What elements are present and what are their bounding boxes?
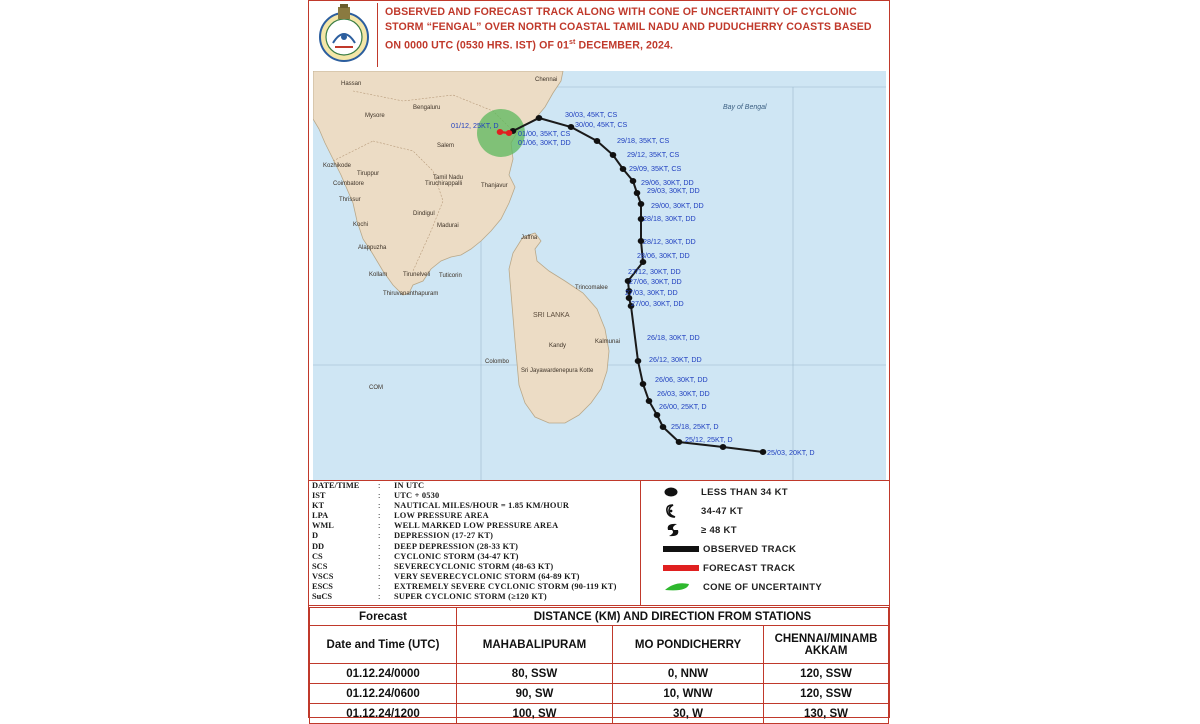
track-point-label: 30/03, 45KT, CS <box>565 110 618 119</box>
track-point <box>610 152 617 158</box>
place-label: Kozhikode <box>323 163 352 169</box>
place-label: Kandy <box>549 343 567 349</box>
place-label: Kollam <box>369 272 388 278</box>
cell-station-2: 30, W <box>613 704 764 724</box>
table-row <box>310 704 889 724</box>
bulletin-header <box>309 1 889 70</box>
imd-emblem-logo <box>311 3 378 67</box>
track-point <box>638 201 645 207</box>
track-point <box>635 358 642 364</box>
track-point <box>634 190 641 196</box>
observed-track-swatch <box>663 544 703 554</box>
track-point-label: 26/18, 30KT, DD <box>647 333 700 342</box>
place-label: Coimbatore <box>333 181 365 187</box>
track-point-label: 29/18, 35KT, CS <box>617 136 670 145</box>
header-datetime: Date and Time (UTC) <box>310 626 457 664</box>
abbreviation-row <box>312 542 642 552</box>
place-label: Tiruchirappalli <box>425 181 463 187</box>
cell-station-3: 130, SW <box>764 704 889 724</box>
track-point <box>536 115 543 121</box>
distance-table <box>309 607 889 724</box>
bulletin-title <box>385 5 885 54</box>
track-point-label: 01/06, 30KT, DD <box>518 138 571 147</box>
abbreviation-row <box>312 552 642 562</box>
track-point-label: 30/00, 45KT, CS <box>575 120 628 129</box>
legend-less-34: LESS THAN 34 KT <box>663 483 788 501</box>
legend-cone: CONE OF UNCERTAINTY <box>663 578 822 596</box>
track-point <box>640 381 647 387</box>
cyclone-symbol-icon <box>663 503 701 519</box>
place-label: Thanjavur <box>481 183 508 189</box>
place-label: Colombo <box>485 359 510 365</box>
track-point <box>720 444 727 450</box>
cell-station-3: 120, SSW <box>764 684 889 704</box>
track-point <box>646 398 653 404</box>
abbreviation-key: VSCS <box>312 571 334 581</box>
track-point <box>630 178 637 184</box>
cell-datetime: 01.12.24/0000 <box>310 664 457 684</box>
track-point <box>594 138 601 144</box>
abbreviation-value: VERY SEVERECYCLONIC STORM (64-89 KT) <box>394 571 580 581</box>
abbreviation-row <box>312 582 642 592</box>
track-point-label: 29/06, 30KT, DD <box>641 178 694 187</box>
abbreviation-key: DD <box>312 541 325 551</box>
abbreviation-key: KT <box>312 501 325 511</box>
header-station-1: MAHABALIPURAM <box>457 626 613 664</box>
abbreviation-value: SUPER CYCLONIC STORM (≥120 KT) <box>394 592 547 602</box>
abbreviation-value: EXTREMELY SEVERE CYCLONIC STORM (90-119 KT) <box>394 581 617 591</box>
place-label: COM <box>369 385 383 391</box>
header-forecast: Forecast <box>310 608 457 626</box>
abbreviation-separator: : <box>378 592 381 602</box>
track-point-label: 26/12, 30KT, DD <box>649 355 702 364</box>
abbreviation-separator: : <box>378 521 381 531</box>
legend-forecast-track: FORECAST TRACK <box>663 559 795 577</box>
track-point-label: 25/12, 25KT, D <box>685 435 733 444</box>
abbreviation-row <box>312 491 642 501</box>
table-header-row-2 <box>310 626 889 664</box>
track-point-label: 27/06, 30KT, DD <box>629 277 682 286</box>
abbreviation-key: IST <box>312 491 326 501</box>
track-point-label: 29/12, 35KT, CS <box>627 150 680 159</box>
abbreviation-separator: : <box>378 581 381 591</box>
track-point-label: 27/00, 30KT, DD <box>631 299 684 308</box>
place-label: Dindigul <box>413 211 435 217</box>
abbreviation-separator: : <box>378 531 381 541</box>
legend-34-47: 34-47 KT <box>663 502 743 520</box>
sea-label: Bay of Bengal <box>723 104 767 111</box>
abbreviation-key: DATE/TIME <box>312 481 360 490</box>
legend-ge-48: ≥ 48 KT <box>663 521 737 539</box>
abbreviation-key: SCS <box>312 561 328 571</box>
track-point <box>620 166 627 172</box>
place-label: Sri Jayawardenepura Kotte <box>521 368 594 374</box>
severe-cyclone-symbol-icon <box>663 522 701 538</box>
cell-datetime: 01.12.24/0600 <box>310 684 457 704</box>
table-row <box>310 664 889 684</box>
track-point-label: 25/18, 25KT, D <box>671 422 719 431</box>
place-label: Tuticorin <box>439 273 462 279</box>
header-distance: DISTANCE (KM) AND DIRECTION FROM STATIONS <box>457 608 889 626</box>
place-label: Kalmunai <box>595 339 621 345</box>
abbreviation-row <box>312 521 642 531</box>
place-label: Thiruvananthapuram <box>383 291 439 297</box>
forecast-track-swatch <box>663 563 703 573</box>
place-label: Bengaluru <box>413 105 441 111</box>
place-label: Mysore <box>365 113 385 119</box>
title-line-1: OBSERVED AND FORECAST TRACK ALONG WITH CONE OF UNCERTAINITY OF CYCLONIC <box>385 6 857 18</box>
place-label: Tirunelveli <box>403 272 431 278</box>
place-label: Salem <box>437 143 455 149</box>
abbreviation-value: LOW PRESSURE AREA <box>394 511 489 521</box>
track-point-label: 26/06, 30KT, DD <box>655 375 708 384</box>
title-line-3: ON 0000 UTC (0530 HRS. IST) OF 01st DECEMBER, 2024. <box>385 39 674 52</box>
symbol-legend <box>640 481 889 605</box>
abbreviation-row <box>312 481 642 491</box>
legend-observed-track: OBSERVED TRACK <box>663 540 796 558</box>
track-point-label: 27/12, 30KT, DD <box>628 267 681 276</box>
abbreviation-key: CS <box>312 551 323 561</box>
abbreviation-row <box>312 531 642 541</box>
abbreviation-value: UTC + 0530 <box>394 491 440 501</box>
cell-station-1: 90, SW <box>457 684 613 704</box>
abbreviation-key: LPA <box>312 511 329 521</box>
abbreviation-separator: : <box>378 551 381 561</box>
cell-station-2: 0, NNW <box>613 664 764 684</box>
abbreviation-value: DEEP DEPRESSION (28-33 KT) <box>394 541 519 551</box>
table-row <box>310 684 889 704</box>
abbreviation-key: ESCS <box>312 581 333 591</box>
abbreviation-row <box>312 592 642 602</box>
cell-station-3: 120, SSW <box>764 664 889 684</box>
track-point <box>660 424 667 430</box>
track-point-label: 25/03, 20KT, D <box>767 448 815 457</box>
abbreviation-separator: : <box>378 561 381 571</box>
cell-station-1: 100, SW <box>457 704 613 724</box>
track-point-label: 28/06, 30KT, DD <box>637 251 690 260</box>
track-point-label: 29/09, 35KT, CS <box>629 164 682 173</box>
track-point-label: 28/18, 30KT, DD <box>643 214 696 223</box>
table-header-row-1 <box>310 608 889 626</box>
track-point <box>676 439 683 445</box>
cyclone-track-map <box>313 71 886 480</box>
abbreviation-key: D <box>312 531 319 541</box>
abbreviation-value: CYCLONIC STORM (34-47 KT) <box>394 551 519 561</box>
track-point <box>506 130 513 136</box>
cell-station-2: 10, WNW <box>613 684 764 704</box>
cell-datetime: 01.12.24/1200 <box>310 704 457 724</box>
abbreviation-value: SEVERECYCLONIC STORM (48-63 KT) <box>394 561 554 571</box>
track-point-label: 27/03, 30KT, DD <box>625 288 678 297</box>
abbreviation-key: WML <box>312 521 334 531</box>
abbreviation-value: DEPRESSION (17-27 KT) <box>394 531 494 541</box>
cell-station-1: 80, SSW <box>457 664 613 684</box>
header-station-3: CHENNAI/MINAMB AKKAM <box>764 626 889 664</box>
track-point-label: 01/00, 35KT, CS <box>518 129 571 138</box>
track-point-label: 26/03, 30KT, DD <box>657 389 710 398</box>
track-point <box>760 449 767 455</box>
filled-dot-icon <box>663 486 701 498</box>
place-label: Hassan <box>341 81 362 87</box>
cone-swatch-icon <box>663 581 703 593</box>
place-label: Madurai <box>437 223 459 229</box>
divider-bottom <box>309 605 889 606</box>
track-point-label: 28/12, 30KT, DD <box>643 237 696 246</box>
abbreviation-value: NAUTICAL MILES/HOUR = 1.85 KM/HOUR <box>394 501 570 511</box>
abbreviation-separator: : <box>378 481 381 490</box>
place-label: Thrissur <box>339 197 361 203</box>
track-point-label: 29/03, 30KT, DD <box>647 186 700 195</box>
abbreviation-value: WELL MARKED LOW PRESSURE AREA <box>394 521 559 531</box>
track-point-label: 01/12, 25KT, D <box>451 121 499 130</box>
place-label: Trincomalee <box>575 285 608 291</box>
abbreviation-separator: : <box>378 501 381 511</box>
place-label: Chennai <box>535 77 558 83</box>
title-line-2: STORM “FENGAL” OVER NORTH COASTAL TAMIL NADU AND PUDUCHERRY COASTS BASED <box>385 21 872 33</box>
abbreviation-legend <box>312 481 642 605</box>
place-label: Jaffna <box>521 235 538 241</box>
place-label: Alappuzha <box>358 245 387 251</box>
track-point-label: 29/00, 30KT, DD <box>651 201 704 210</box>
track-point <box>654 412 661 418</box>
track-point-label: 26/00, 25KT, D <box>659 402 707 411</box>
place-label: Tamil Nadu <box>433 175 464 181</box>
country-label: SRI LANKA <box>533 312 570 319</box>
abbreviation-row <box>312 562 642 572</box>
place-label: Kochi <box>353 222 369 228</box>
abbreviation-value: IN UTC <box>394 481 425 490</box>
header-station-2: MO PONDICHERRY <box>613 626 764 664</box>
abbreviation-row <box>312 511 642 521</box>
abbreviation-separator: : <box>378 571 381 581</box>
abbreviation-row <box>312 501 642 511</box>
place-label: Tiruppur <box>357 171 380 177</box>
abbreviation-row <box>312 572 642 582</box>
abbreviation-separator: : <box>378 511 381 521</box>
abbreviation-separator: : <box>378 491 381 501</box>
abbreviation-key: SuCS <box>312 592 333 602</box>
abbreviation-separator: : <box>378 541 381 551</box>
